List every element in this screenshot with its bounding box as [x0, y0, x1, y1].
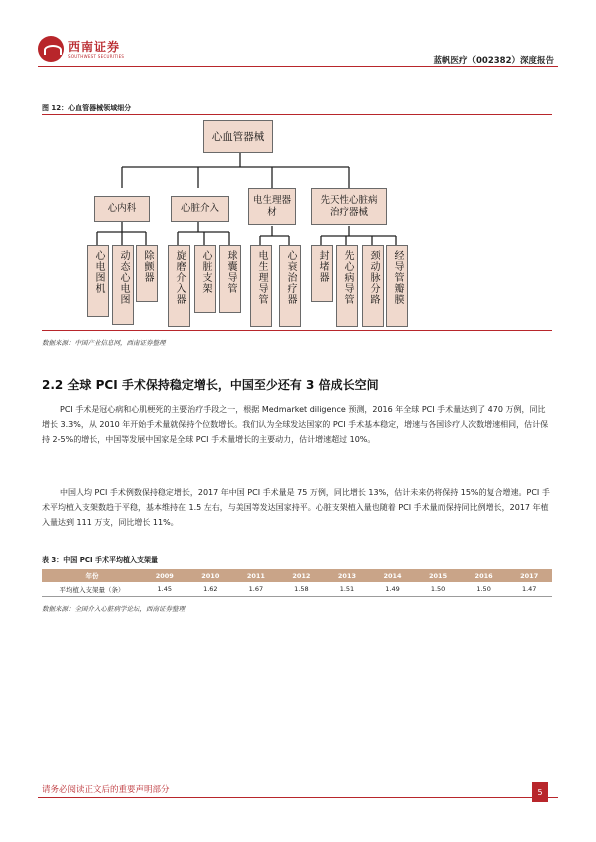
table-header-year: 2011 [233, 569, 279, 582]
tree-leaf-holter [112, 245, 134, 325]
tree-leaf-chd-catheter [336, 245, 358, 327]
table-header-year: 2012 [279, 569, 325, 582]
report-title: 蓝帆医疗（002382）深度报告 [433, 56, 554, 66]
table-cell: 1.50 [415, 582, 461, 597]
leaf-label: 经导管瓣膜 [392, 250, 403, 305]
tree-leaf-ecg [87, 245, 109, 317]
logo-text-en: SOUTHWEST SECURITIES [68, 54, 125, 59]
table-header-label: 年份 [42, 569, 142, 582]
table-header-row [42, 569, 552, 582]
paragraph-1: PCI 手术是冠心病和心肌梗死的主要治疗手段之一，根据 Medmarket diligence 预测，2016 年全球 PCI 手术量达到了 470 万例，同比增长 3.3%，从 2010 年开始手术量就保持个位数增长。我们认为全球发达国家的 PCI 手术基本稳定，增速与各国诊疗人次数增速相同，估计保持 2-5%的增长，中国等发展中国家是全球 PCI 手术量增长的主要动力，估计增速超过 10%。 [42, 405, 549, 444]
figure-bottom-divider [42, 330, 552, 331]
table-header-year: 2009 [142, 569, 188, 582]
tree-leaf-transcatheter-valve [386, 245, 408, 327]
table-cell: 1.51 [324, 582, 370, 597]
leaf-label: 球囊导管 [225, 250, 236, 294]
table-cell: 1.45 [142, 582, 188, 597]
tree-leaf-defibrillator [136, 245, 158, 302]
leaf-label: 电生理导管 [256, 250, 267, 305]
leaf-label: 颈动脉分路 [368, 250, 379, 305]
table-title: 表 3：中国 PCI 手术平均植入支架量 [42, 556, 159, 564]
tree-category-electrophysiology: 电生理器材 [248, 188, 296, 225]
table-cell: 1.50 [461, 582, 507, 597]
table-header-year: 2017 [506, 569, 552, 582]
tree-leaf-heart-failure-device [279, 245, 301, 327]
table-cell: 1.58 [279, 582, 325, 597]
footer-divider [38, 797, 558, 798]
table-header-year: 2015 [415, 569, 461, 582]
leaf-label: 心衰治疗器 [285, 250, 296, 305]
table-cell: 1.62 [188, 582, 234, 597]
leaf-label: 心电图机 [93, 250, 104, 294]
section-title: 2.2 全球 PCI 手术保持稳定增长，中国至少还有 3 倍成长空间 [42, 378, 379, 392]
leaf-label: 除颤器 [142, 250, 153, 283]
table-row [42, 582, 552, 597]
tree-leaf-occluder [311, 245, 333, 302]
tree-leaf-carotid-shunt [362, 245, 384, 327]
tree-leaf-ep-catheter [250, 245, 272, 327]
page-number: 5 [532, 782, 548, 802]
logo-text-cn: 西南证券 [68, 40, 121, 54]
tree-category-congenital-heart: 先天性心脏病治疗器械 [311, 188, 387, 225]
leaf-label: 旋磨介入器 [174, 250, 185, 305]
leaf-label: 先心病导管 [342, 250, 353, 305]
tree-leaf-rotablator [168, 245, 190, 327]
footer-disclaimer: 请务必阅读正文后的重要声明部分 [42, 785, 170, 795]
leaf-label: 心脏支架 [200, 250, 211, 294]
leaf-label: 封堵器 [317, 250, 328, 283]
table-header-year: 2013 [324, 569, 370, 582]
tree-category-cardiac-intervention: 心脏介入 [171, 196, 229, 222]
table-row-label: 平均植入支架量（条） [42, 582, 142, 597]
table-source: 数据来源：全国介入心脏病学论坛，西南证券整理 [42, 605, 185, 613]
table-cell: 1.47 [506, 582, 552, 597]
table-cell: 1.49 [370, 582, 416, 597]
table-header-year: 2010 [188, 569, 234, 582]
tree-root-node: 心血管器械 [203, 120, 273, 153]
tree-leaf-stent [194, 245, 216, 313]
table-cell: 1.67 [233, 582, 279, 597]
tree-leaf-balloon-catheter [219, 245, 241, 313]
table-header-year: 2014 [370, 569, 416, 582]
paragraph-2: 中国人均 PCI 手术例数保持稳定增长，2017 年中国 PCI 手术量是 75 万例，同比增长 13%，估计未来仍将保持 15%的复合增速。PCI 手术平均植入支架数趋于平稳，基本维持在 1.5 左右，与美国等发达国家持平。心脏支架植入量也随着 PCI 手术量而保持同比例增长，2017 年植入量达到 111 万支，同比增长 11%。 [42, 488, 550, 527]
stent-per-pci-table [42, 569, 552, 597]
table-header-year: 2016 [461, 569, 507, 582]
leaf-label: 动态心电图 [118, 250, 129, 305]
figure-title: 图 12：心血管器械领域细分 [42, 104, 132, 112]
figure-source: 数据来源：中国产业信息网，西南证券整理 [42, 339, 166, 347]
tree-category-cardiology: 心内科 [94, 196, 150, 222]
